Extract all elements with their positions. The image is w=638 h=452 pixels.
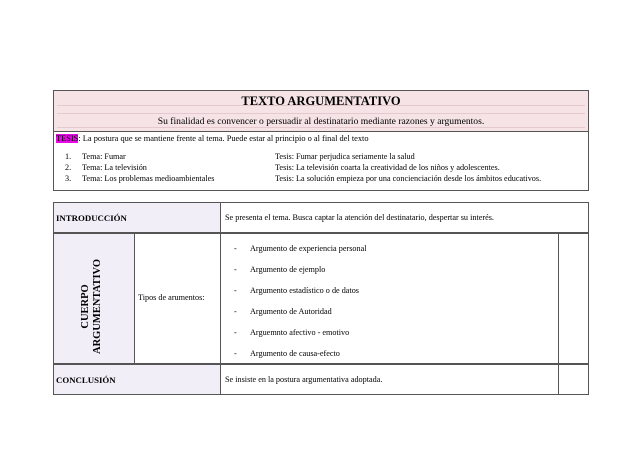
argument-item: Arguemnto afectivo - emotivo — [250, 328, 350, 337]
column-divider — [220, 203, 221, 232]
cuerpo-label-line2: ARGUMENTATIVO — [92, 258, 103, 354]
tesis-definition — [56, 134, 369, 143]
example-tema: Tema: La televisión — [82, 163, 147, 172]
example-tesis: Tesis: La televisión coarta la creatividad de los niños y adolescentes. — [275, 163, 500, 172]
column-divider — [558, 365, 559, 394]
column-divider — [220, 365, 221, 394]
cuerpo-row — [53, 233, 589, 364]
tesis-section — [53, 131, 589, 191]
conclusion-text: Se insiste en la postura argumentativa adoptada. — [225, 375, 383, 384]
argument-item: Argumento de Autoridad — [250, 307, 332, 316]
example-tema: Tema: Fumar — [82, 152, 126, 161]
example-tesis: Tesis: Fumar perjudica seriamente la salud — [275, 152, 415, 161]
introduccion-row — [53, 202, 589, 233]
introduccion-label: INTRODUCCIÓN — [56, 213, 127, 223]
column-divider — [558, 234, 559, 363]
column-divider — [134, 234, 135, 363]
introduccion-text: Se presenta el tema. Busca captar la atención del destinatario, despertar su interés. — [225, 213, 494, 222]
argument-item: Argumento de causa-efecto — [250, 349, 340, 358]
column-divider — [220, 234, 221, 363]
bullet-dash: - — [234, 244, 237, 253]
header-rule — [57, 113, 585, 114]
tesis-definition-text: : La postura que se mantiene frente al tema. Puede estar al principio o al final del texto — [78, 134, 369, 143]
bullet-dash: - — [234, 307, 237, 316]
example-tema: Tema: Los problemas medioambientales — [82, 174, 215, 183]
cuerpo-label — [80, 259, 104, 354]
example-number: 2. — [65, 163, 72, 172]
document-title: TEXTO ARGUMENTATIVO — [241, 94, 401, 108]
bullet-dash: - — [234, 286, 237, 295]
conclusion-label: CONCLUSIÓN — [56, 375, 116, 385]
example-number: 1. — [65, 152, 72, 161]
example-number: 3. — [65, 174, 72, 183]
bullet-dash: - — [234, 328, 237, 337]
example-tesis: Tesis: La solución empieza por una concienciación desde los ámbitos educativos. — [275, 174, 542, 183]
document-subtitle: Su finalidad es convencer o persuadir al destinatario mediante razones y argumentos. — [157, 116, 485, 127]
argument-item: Argumento de experiencia personal — [250, 244, 367, 253]
argument-item: Argumento estadístico o de datos — [250, 286, 359, 295]
header-rule — [57, 127, 585, 128]
types-label: Tipos de arumentos: — [138, 293, 205, 302]
tesis-tag: TESIS — [56, 134, 79, 143]
bullet-dash: - — [234, 265, 237, 274]
conclusion-row — [53, 364, 589, 395]
cuerpo-label-line1: CUERPO — [80, 284, 91, 329]
bullet-dash: - — [234, 349, 237, 358]
header-section — [53, 90, 589, 132]
argument-item: Argumento de ejemplo — [250, 265, 326, 274]
